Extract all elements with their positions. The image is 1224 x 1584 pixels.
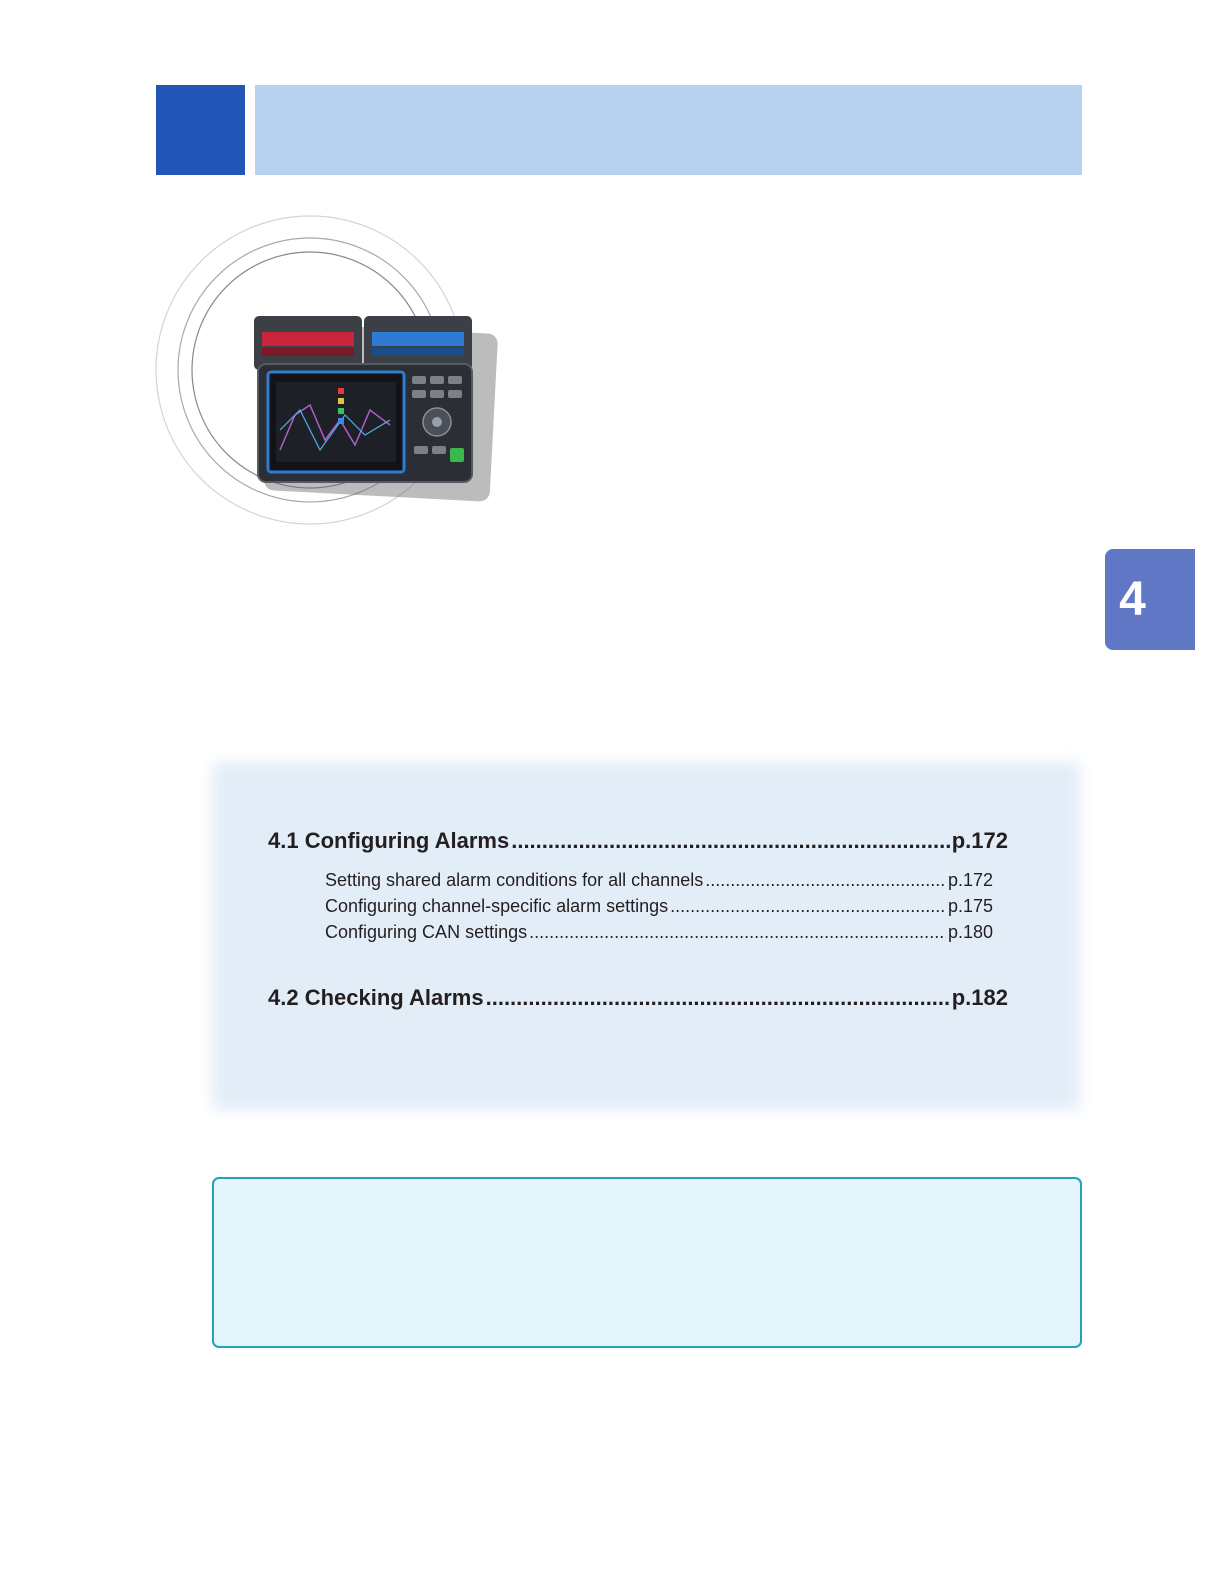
toc-subsection-list bbox=[268, 870, 993, 948]
toc-subsection-title: Setting shared alarm conditions for all channels bbox=[325, 870, 704, 890]
toc-section-title: 4.1 Configuring Alarms bbox=[268, 828, 510, 853]
chapter-header-block bbox=[156, 85, 245, 175]
toc-section-page: p.172 bbox=[951, 828, 1008, 853]
toc-leader-dots bbox=[486, 985, 950, 1011]
note-box bbox=[212, 1177, 1082, 1348]
chapter-tab bbox=[1105, 549, 1195, 650]
table-of-contents bbox=[268, 828, 1008, 1019]
toc-subsection-can-settings[interactable] bbox=[325, 922, 993, 948]
toc-leader-dots bbox=[705, 870, 946, 891]
device-illustration bbox=[150, 210, 500, 530]
toc-spacer bbox=[268, 948, 1008, 985]
chapter-number: 4 bbox=[1119, 573, 1146, 626]
toc-subsection-title: Configuring channel-specific alarm settings bbox=[325, 896, 669, 916]
chapter-header-bar bbox=[255, 85, 1082, 175]
toc-section-4-2[interactable] bbox=[268, 985, 1008, 1019]
toc-subsection-page: p.172 bbox=[947, 870, 993, 890]
toc-subsection-channel-alarm[interactable] bbox=[325, 896, 993, 922]
toc-section-4-1[interactable] bbox=[268, 828, 1008, 862]
toc-leader-dots bbox=[511, 828, 950, 854]
toc-subsection-page: p.175 bbox=[947, 896, 993, 916]
toc-subsection-page: p.180 bbox=[947, 922, 993, 942]
toc-section-page: p.182 bbox=[951, 985, 1008, 1010]
toc-section-title: 4.2 Checking Alarms bbox=[268, 985, 484, 1010]
toc-subsection-shared-alarm[interactable] bbox=[325, 870, 993, 896]
data-logger-image bbox=[150, 210, 500, 530]
toc-subsection-title: Configuring CAN settings bbox=[325, 922, 528, 942]
toc-leader-dots bbox=[670, 896, 946, 917]
toc-leader-dots bbox=[529, 922, 946, 943]
